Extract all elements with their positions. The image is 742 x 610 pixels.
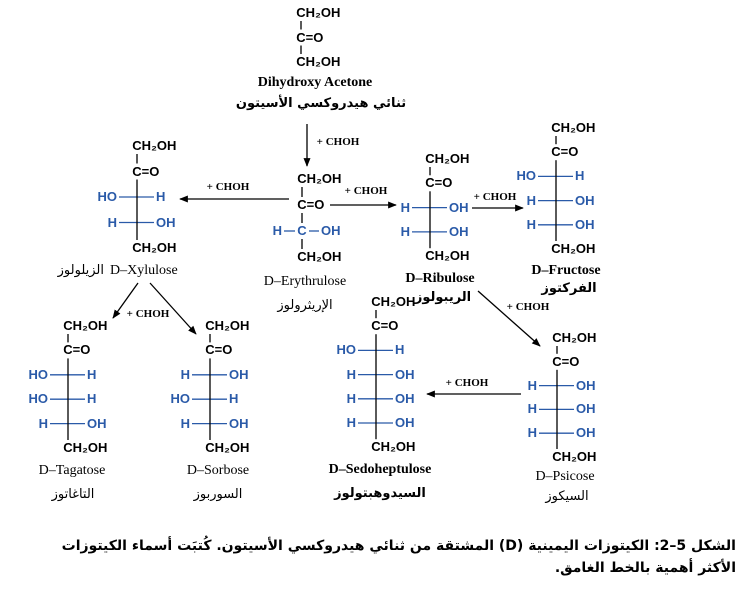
hydroxymethyl-group: CH₂OH (552, 330, 597, 345)
hydroxymethyl-group: CH₂OH (297, 171, 342, 186)
hydroxymethyl-group: CH₂OH (297, 249, 342, 264)
hydroxyl-label: HO (336, 342, 356, 358)
carbonyl-group: C=O (552, 353, 580, 369)
hydroxyl-label: HO (516, 168, 536, 184)
ribulose-name: D–Ribulose (405, 271, 475, 286)
hydrogen-label: H (527, 401, 537, 417)
hydroxyl-label: OH (576, 401, 596, 417)
dihydroxy-acetone-name: Dihydroxy Acetone (257, 75, 373, 90)
hydroxymethyl-group: CH₂OH (552, 449, 597, 464)
hydroxymethyl-group: CH₂OH (296, 5, 341, 20)
hydroxymethyl-group: CH₂OH (296, 54, 341, 69)
fructose-name: D–Fructose (531, 263, 601, 278)
xylulose-arabic-name: الزيلولوز (57, 263, 104, 278)
hydroxyl-label: OH (576, 377, 596, 393)
hydrogen-label: H (87, 366, 97, 382)
carbonyl-group: C=O (371, 318, 399, 334)
hydrogen-label: H (346, 366, 356, 382)
hydroxymethyl-group: CH₂OH (132, 138, 177, 153)
hydrogen-label: H (400, 199, 410, 215)
hydrogen-label: H (87, 391, 97, 407)
carbonyl-group: C=O (132, 163, 160, 179)
hydroxymethyl-group: CH₂OH (205, 440, 250, 455)
hydrogen-label: H (395, 342, 405, 358)
hydrogen-label: H (527, 425, 537, 441)
hydrogen-label: H (272, 223, 282, 238)
carbonyl-group: C=O (296, 29, 324, 45)
carbonyl-group: C=O (551, 144, 579, 160)
hydroxyl-label: OH (156, 214, 176, 230)
hydroxyl-label: HO (170, 391, 190, 407)
carbonyl-group: C=O (63, 342, 91, 358)
carbonyl-group: C=O (297, 197, 325, 212)
hydrogen-label: H (526, 216, 536, 232)
hydroxymethyl-group: CH₂OH (371, 439, 416, 455)
hydrogen-label: H (400, 223, 410, 239)
erythrulose-arabic-name: الإريثرولوز (277, 298, 333, 313)
carbonyl-group: C=O (205, 342, 233, 358)
sedoheptulose-arabic-name: السيدوهبتولوز (334, 486, 426, 501)
hydroxymethyl-group: CH₂OH (425, 248, 470, 264)
hydrogen-label: H (107, 214, 117, 230)
hydroxymethyl-group: CH₂OH (371, 294, 416, 309)
carbonyl-group: C=O (425, 175, 453, 191)
hydroxymethyl-group: CH₂OH (425, 151, 470, 166)
hydrogen-label: H (229, 391, 239, 407)
hydroxyl-label: OH (575, 216, 595, 232)
hydrogen-label: H (575, 168, 585, 184)
arrow-label-psicose-to-sedoheptulose: + CHOH (445, 377, 489, 389)
tagatose-name: D–Tagatose (38, 463, 106, 478)
figure-caption: الشكل 5–2: الكيتوزات اليمينية (D) المشتقة من ثنائي هيدروكسي الأسيتون. كُتبَت أسماء الكيتوزات الأكثر أهمية بالخط الغامق. (61, 538, 736, 576)
arrow-label-erythrulose-to-ribulose: + CHOH (344, 185, 388, 197)
hydroxyl-label: OH (395, 390, 415, 406)
carbon-atom: C (297, 223, 307, 238)
hydroxymethyl-group: CH₂OH (63, 440, 108, 455)
erythrulose-name: D–Erythrulose (263, 274, 347, 289)
hydrogen-label: H (180, 366, 190, 382)
fructose-arabic-name: الفركتوز (541, 281, 597, 296)
hydrogen-label: H (346, 390, 356, 406)
hydroxyl-label: HO (28, 391, 48, 407)
ribulose-arabic-name: الريبولوز (414, 290, 472, 305)
dihydroxy-acetone-arabic-name: ثنائي هيدروكسي الأسيتون (235, 96, 407, 111)
xylulose-name: D–Xylulose (110, 263, 178, 278)
hydrogen-label: H (180, 415, 190, 431)
psicose-arabic-name: السيكوز (545, 489, 589, 504)
hydrogen-label: H (527, 377, 537, 393)
tagatose-arabic-name: التاغاتوز (51, 487, 95, 502)
hydroxyl-label: HO (28, 366, 48, 382)
hydrogen-label: H (346, 415, 356, 430)
hydroxyl-label: OH (321, 223, 341, 238)
hydroxyl-label: OH (576, 425, 596, 441)
hydroxymethyl-group: CH₂OH (132, 240, 177, 255)
hydroxymethyl-group: CH₂OH (551, 241, 596, 256)
hydroxyl-label: OH (449, 199, 469, 215)
hydrogen-label: H (526, 192, 536, 208)
hydrogen-label: H (38, 415, 48, 431)
hydroxymethyl-group: CH₂OH (205, 318, 250, 333)
arrow-label-ribulose-to-psicose: + CHOH (506, 301, 550, 313)
hydroxyl-label: OH (229, 415, 249, 431)
arrow-label-dihydroxyacetone-to-erythrulose: + CHOH (316, 136, 360, 148)
hydroxyl-label: OH (395, 415, 415, 430)
arrow-label-erythrulose-to-xylulose: + CHOH (206, 181, 250, 193)
arrow-label-ribulose-to-fructose: + CHOH (473, 191, 517, 203)
hydroxyl-label: OH (87, 415, 107, 431)
hydroxyl-label: OH (229, 366, 249, 382)
sorbose-name: D–Sorbose (186, 463, 250, 478)
hydroxymethyl-group: CH₂OH (63, 318, 108, 333)
sorbose-arabic-name: السوربوز (193, 487, 243, 502)
psicose-name: D–Psicose (535, 469, 595, 484)
hydroxyl-label: OH (575, 192, 595, 208)
sedoheptulose-name: D–Sedoheptulose (328, 462, 432, 477)
arrow-label-xylulose-branches: + CHOH (126, 308, 170, 320)
hydroxyl-label: OH (395, 366, 415, 382)
hydrogen-label: H (156, 189, 166, 204)
hydroxyl-label: HO (97, 189, 117, 204)
hydroxymethyl-group: CH₂OH (551, 120, 596, 135)
hydroxyl-label: OH (449, 223, 469, 239)
